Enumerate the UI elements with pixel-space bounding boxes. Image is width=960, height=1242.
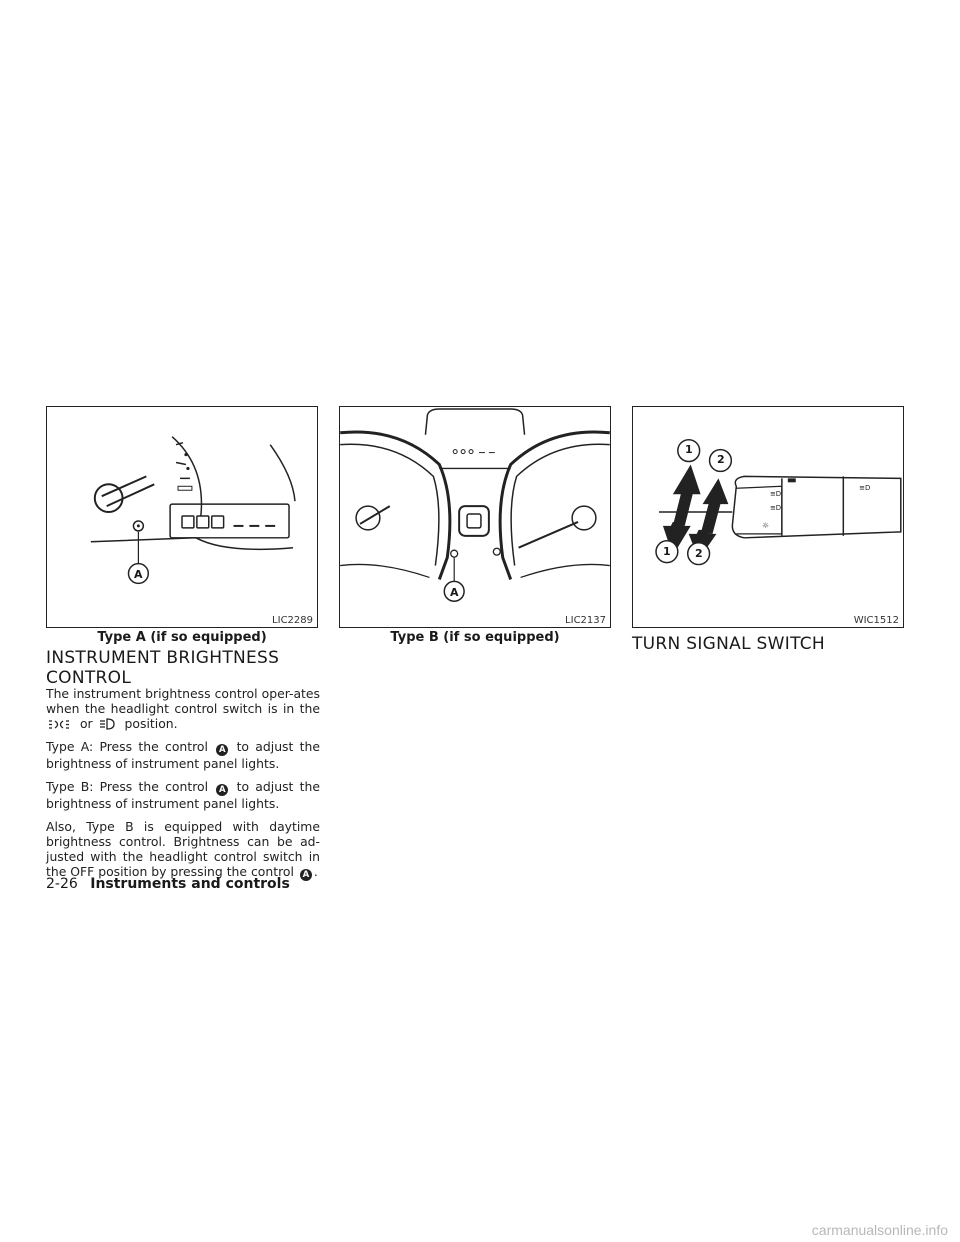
figure-code: LIC2137 [565,615,606,626]
svg-text:☼: ☼ [762,520,770,530]
para1-end: position. [124,716,178,731]
figure-code: LIC2289 [272,615,313,626]
turn-signal-heading: TURN SIGNAL SWITCH [632,634,826,654]
page-footer [46,876,290,892]
para4-start: Also, Type B is equipped with daytime brightness control. Brightness can be ad-justed with the headlight control switch in the OFF position by pressing the control [46,819,320,879]
callout-2-up: 2 [717,453,725,466]
type-a-cluster-illustration [47,407,317,627]
control-a-badge: A [300,869,312,881]
callout-2-down: 2 [695,547,703,560]
paragraph-3 [46,779,320,811]
svg-text:≡D: ≡D [859,484,871,493]
body-text [46,686,320,889]
heading-line-1: INSTRUMENT BRIGHTNESS [46,648,280,668]
para1-text: The instrument brightness control oper-ates when the headlight control switch is in the [46,686,320,716]
watermark: carmanualsonline.info [811,1222,948,1238]
figure-type-a [46,406,318,628]
callout-1-up: 1 [685,443,693,456]
figure-code: WIC1512 [853,615,899,626]
page-number: 2-26 [46,876,78,892]
paragraph-1 [46,686,320,731]
para4-end: . [313,864,318,879]
heading-line-2: CONTROL [46,668,132,688]
footer-section-title: Instruments and controls [90,876,290,892]
svg-text:≡D: ≡D [769,490,782,499]
turn-signal-lever-illustration [633,407,903,627]
para3-end: to adjust the brightness of instrument panel lights. [46,779,320,811]
para2-end: to adjust the brightness of instrument panel lights. [46,739,320,771]
control-a-badge: A [216,784,228,796]
callout-1-down: 1 [663,545,671,558]
callout-a-type-a: A [134,568,143,581]
figure-type-b [339,406,611,628]
figure-caption-type-b: Type B (if so equipped) [390,630,560,645]
type-b-cluster-illustration [340,407,610,627]
para2-start: Type A: Press the control [46,739,208,754]
paragraph-2 [46,739,320,771]
para3-start: Type B: Press the control [46,779,209,794]
callout-a-type-b: A [450,586,459,599]
figure-turn-signal [632,406,904,628]
svg-text:≡D: ≡D [769,504,782,513]
parking-light-icon [48,719,70,730]
figure-caption-type-a: Type A (if so equipped) [97,630,267,645]
para1-or: or [79,716,93,731]
control-a-badge: A [216,744,228,756]
paragraph-4 [46,819,320,881]
section-heading [46,648,279,688]
headlight-icon [99,718,115,730]
